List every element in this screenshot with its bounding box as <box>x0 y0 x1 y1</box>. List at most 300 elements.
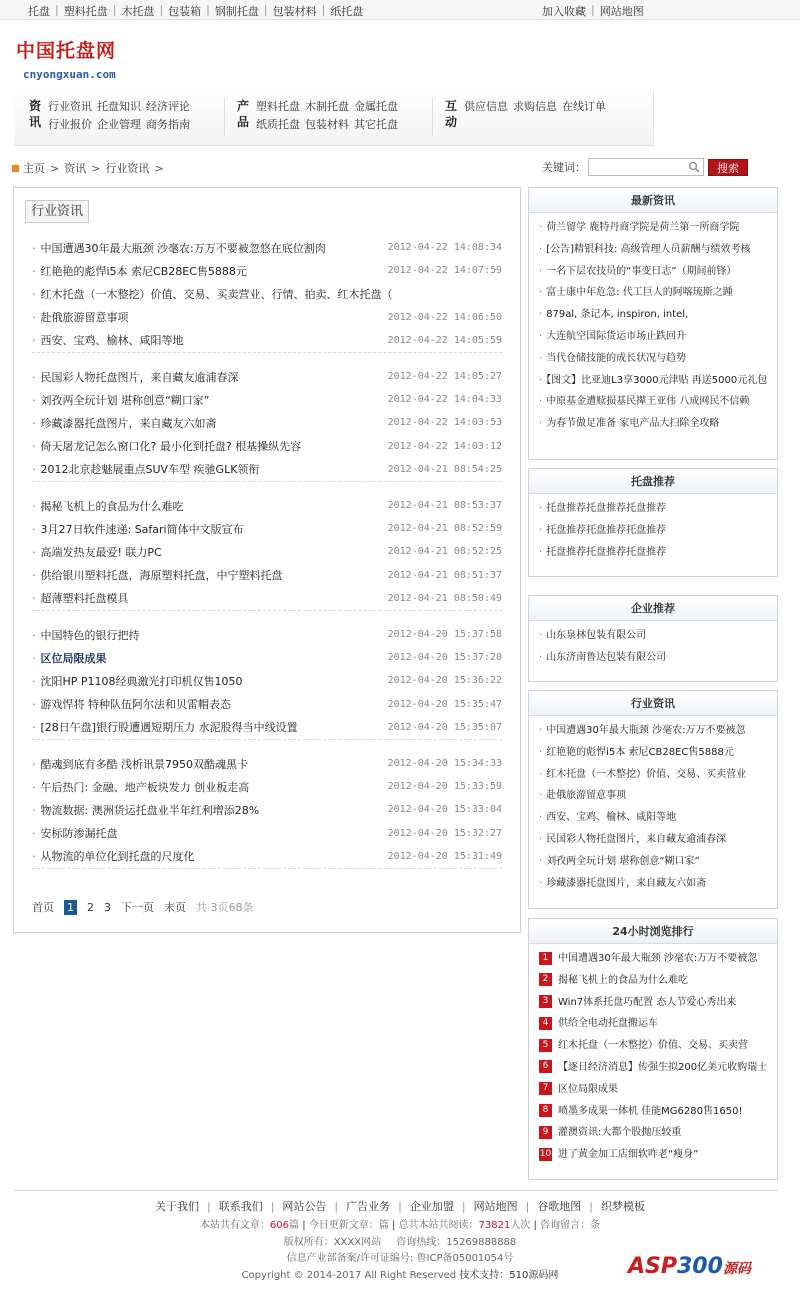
sidebar-item-text[interactable]: 进了黄金加工店细软咋老“瘦身” <box>558 1149 699 1161</box>
breadcrumb-item[interactable]: 资讯 <box>64 162 87 175</box>
company-recommend-title: 企业推荐 <box>529 596 777 621</box>
nav-link[interactable]: 托盘知识 <box>97 100 141 113</box>
bullet: · <box>539 222 543 233</box>
sidebar-item-text[interactable]: 托盘推荐托盘推荐托盘推荐 <box>546 524 667 536</box>
article-title[interactable] <box>32 719 298 735</box>
pager-info: 共 3页68条 <box>196 901 254 914</box>
industry-news-box <box>528 690 778 909</box>
site-domain: cnyongxuan.com <box>23 68 116 81</box>
nav-link[interactable]: 企业管理 <box>97 118 141 131</box>
sidebar-item-text[interactable]: 托盘推荐托盘推荐托盘推荐 <box>546 503 667 514</box>
sidebar-list-item[interactable] <box>539 742 777 764</box>
article-date: 2012-04-22 14:06:50 <box>387 311 502 323</box>
article-title[interactable] <box>32 263 247 279</box>
bullet: · <box>32 416 36 430</box>
sidebar-item-text[interactable]: 民国彩人物托盘图片，来自藏友逾浦春深 <box>546 833 727 845</box>
rank-badge: 7 <box>539 1082 552 1095</box>
pager-next[interactable]: 下一页 <box>121 901 154 914</box>
top-link-separator: | <box>263 3 268 16</box>
industry-news-title: 行业资讯 <box>529 691 777 716</box>
article-title[interactable] <box>32 650 107 666</box>
article-title-text[interactable]: 民国彩人物托盘图片，来自藏友逾浦春深 <box>40 370 239 384</box>
article-title-text[interactable]: 2012北京趁魅展重点SUV车型 疾驰GLK领衔 <box>40 463 260 477</box>
article-title-text[interactable]: 红艳艳的彪悍i5本 索尼CB28EC售5888元 <box>40 264 247 278</box>
nav-link[interactable]: 包装材料 <box>305 118 349 131</box>
bullet: · <box>539 330 543 342</box>
search-icon[interactable] <box>688 161 700 173</box>
top-link-separator: | <box>321 3 326 16</box>
sidebar-list-item[interactable] <box>539 348 777 370</box>
nav-link[interactable]: 行业报价 <box>48 118 92 131</box>
footer-tech-support[interactable]: 技术支持：510源码网 <box>459 1270 559 1281</box>
article-row <box>32 494 502 517</box>
sidebar-list-item[interactable] <box>539 829 777 851</box>
top-link[interactable]: 纸托盘 <box>330 5 364 18</box>
article-row <box>32 388 502 411</box>
nav-group-links <box>48 98 195 134</box>
article-title-text[interactable]: 游戏悍将 特种队伍阿尔法和贝雷帽表态 <box>40 698 231 712</box>
watermark-logo: ASP300源码 <box>628 1254 751 1279</box>
latest-news-title: 最新资讯 <box>529 188 777 213</box>
article-date: 2012-04-22 14:05:59 <box>387 334 502 346</box>
article-date: 2012-04-20 15:31:49 <box>387 850 502 862</box>
sidebar-item-text[interactable]: 喷墨多成果一体机 佳能MG6280售1650! <box>558 1105 743 1117</box>
article-row <box>32 693 502 716</box>
article-title[interactable] <box>32 544 162 560</box>
bullet: · <box>539 287 543 299</box>
sidebar-list-item[interactable] <box>539 992 777 1014</box>
sidebar-list-item[interactable] <box>539 304 777 326</box>
sidebar-item-text[interactable]: 红木托盘（一木整挖）价值、交易、买卖营 <box>558 1040 748 1052</box>
nav-link[interactable]: 其它托盘 <box>354 118 398 131</box>
article-title[interactable] <box>32 438 301 454</box>
article-title[interactable] <box>32 779 249 795</box>
sidebar-list-item[interactable] <box>539 1122 777 1144</box>
article-date: 2012-04-22 14:04:33 <box>387 394 502 406</box>
breadcrumb-item[interactable]: 主页 <box>23 162 45 175</box>
article-title-text[interactable]: 安标防渗漏托盘 <box>40 827 118 841</box>
footer-link[interactable]: 关于我们 <box>154 1200 199 1213</box>
rank-badge: 4 <box>539 1017 552 1030</box>
footer-separator: | <box>589 1200 594 1213</box>
breadcrumb-arrow: > <box>91 161 101 175</box>
article-date: 2012-04-21 08:53:37 <box>387 500 502 512</box>
article-row <box>32 435 502 458</box>
article-title-text[interactable]: 区位局限成果 <box>40 651 107 665</box>
article-date: 2012-04-20 15:37:20 <box>387 652 502 664</box>
footer-copyright: Copyright © 2014-2017 All Right Reserved <box>241 1270 457 1281</box>
sidebar-list-item[interactable] <box>539 391 777 413</box>
nav-link[interactable]: 行业资讯 <box>48 100 92 113</box>
nav-link[interactable]: 在线订单 <box>562 100 606 113</box>
bullet: · <box>539 503 543 514</box>
article-row <box>32 798 502 821</box>
top-link-separator: | <box>55 3 59 16</box>
rank-badge: 6 <box>539 1060 552 1073</box>
sidebar-list-item[interactable] <box>539 520 777 542</box>
nav-link[interactable]: 木制托盘 <box>305 100 349 113</box>
article-title[interactable] <box>32 756 248 772</box>
article-date: 2012-04-22 14:05:27 <box>387 371 502 383</box>
rank-badge: 5 <box>539 1039 552 1052</box>
stat-messages-label: 咨询留言： <box>540 1220 591 1231</box>
nav-link[interactable]: 供应信息 <box>464 100 508 113</box>
sidebar-list-item[interactable] <box>539 625 777 647</box>
sidebar-list-item[interactable] <box>539 282 777 304</box>
top-link-separator: | <box>159 3 164 16</box>
sidebar-list-item[interactable] <box>539 720 777 742</box>
article-row <box>32 587 502 610</box>
nav-link[interactable]: 经济评论 <box>146 100 190 113</box>
sidebar-list-item[interactable] <box>539 239 777 261</box>
search-label: 关键词： <box>542 161 586 174</box>
footer-icp[interactable]: 信息产业部备案/许可证编号: 鲁ICP备05001054号 <box>286 1253 514 1264</box>
bullet: · <box>32 287 36 301</box>
nav-link[interactable]: 纸质托盘 <box>256 118 300 131</box>
article-title-text[interactable]: 刘孜两全玩计划 堪称创意“糊口家” <box>40 393 210 407</box>
nav-group-category: 资 讯 <box>28 99 41 129</box>
sidebar-item-text[interactable]: 中国遭遇30年最大瓶颈 沙毫农:万万不要被忽 <box>546 725 746 736</box>
nav-row <box>256 98 403 116</box>
article-title[interactable] <box>32 848 195 864</box>
bullet: · <box>539 243 543 255</box>
footer-link[interactable]: 联系我们 <box>218 1200 263 1213</box>
article-row <box>32 623 502 646</box>
article-title[interactable] <box>32 461 259 477</box>
article-title[interactable] <box>32 627 140 643</box>
nav-link[interactable]: 塑料托盘 <box>256 100 300 113</box>
sidebar-list-item[interactable] <box>539 1013 777 1035</box>
article-date: 2012-04-22 14:08:34 <box>387 242 502 254</box>
article-group <box>32 752 502 869</box>
pager-page[interactable]: 1 <box>64 900 77 915</box>
breadcrumb <box>12 160 169 176</box>
sidebar-item-text[interactable]: 西安、宝鸡、榆林、咸阳等地 <box>546 812 677 824</box>
article-row <box>32 775 502 798</box>
sidebar-item-text[interactable]: 中原基金遭赎损基民撵王亚伟 八成网民不信赖 <box>546 396 750 408</box>
pager-page[interactable]: 2 <box>87 900 94 914</box>
breadcrumb-arrow: > <box>50 161 60 175</box>
sidebar-list-item[interactable] <box>539 498 777 520</box>
sidebar-item-text[interactable]: 一名下层农技员的“事变日志”（期间前锋） <box>546 265 737 277</box>
footer-link[interactable]: 织梦模板 <box>601 1200 646 1213</box>
article-title[interactable] <box>32 521 244 537</box>
bullet: · <box>32 440 36 454</box>
sidebar-item-text[interactable]: 富士康中年危急: 代工巨人的阿喀琉斯之踵 <box>546 287 733 299</box>
nav-group <box>26 98 195 134</box>
bullet: · <box>32 651 36 665</box>
bullet: · <box>539 374 543 386</box>
bullet: · <box>539 877 543 889</box>
article-title-text[interactable]: 酷魂到底有多酷 浅析讯景7950双酷魂黑卡 <box>40 757 248 771</box>
bullet: · <box>539 265 543 277</box>
nav-group-category: 产 品 <box>236 99 249 129</box>
pager-last[interactable]: 末页 <box>164 901 186 914</box>
footer-link[interactable]: 网站公告 <box>282 1200 327 1213</box>
pager-first[interactable]: 首页 <box>32 901 54 914</box>
sidebar-list-item[interactable] <box>539 261 777 283</box>
article-row <box>32 411 502 434</box>
article-date: 2012-04-21 08:52:25 <box>387 546 502 558</box>
nav-group <box>442 98 611 134</box>
article-date: 2012-04-22 14:03:12 <box>387 440 502 452</box>
add-favorite-link[interactable]: 加入收藏 <box>542 5 586 18</box>
article-row <box>32 669 502 692</box>
sidebar-item-text[interactable]: 揭秘飞机上的食品为什么难吃 <box>558 974 688 986</box>
sidebar-item-text[interactable]: 赴俄旅游留意事项 <box>546 790 627 802</box>
article-title-text[interactable]: 午后热门: 金融、地产板块发力 创业板走高 <box>40 780 250 794</box>
search-input[interactable] <box>589 159 685 175</box>
article-title[interactable] <box>32 567 283 583</box>
bullet: · <box>539 812 543 824</box>
bullet: · <box>32 628 36 642</box>
article-title-text[interactable]: 供给银川塑料托盘，海原塑料托盘，中宁塑料托盘 <box>40 569 283 583</box>
top-link[interactable]: 包装材料 <box>272 5 317 18</box>
footer-link[interactable]: 广告业务 <box>346 1200 391 1213</box>
article-date: 2012-04-21 08:52:59 <box>387 523 502 535</box>
sidebar-list-item[interactable] <box>539 1079 777 1101</box>
sidebar-list-item[interactable] <box>539 807 777 829</box>
top-link[interactable]: 包装箱 <box>168 5 202 18</box>
footer-link[interactable]: 网站地图 <box>473 1200 518 1213</box>
sidebar-item-text[interactable]: 当代仓储技能的成长状况与趋势 <box>546 352 687 364</box>
top-link[interactable]: 托盘 <box>28 5 50 18</box>
article-title-text[interactable]: [28日午盘]银行股遭遇短期压力 水泥股得当中线设置 <box>40 721 298 735</box>
pallet-recommend-title: 托盘推荐 <box>529 469 777 494</box>
article-row <box>32 540 502 563</box>
bullet: · <box>32 569 36 583</box>
sidebar-list-item[interactable] <box>539 764 777 786</box>
article-date: 2012-04-22 14:03:53 <box>387 417 502 429</box>
bullet: · <box>32 698 36 712</box>
nav-link[interactable]: 求购信息 <box>513 100 557 113</box>
bullet: · <box>539 651 543 663</box>
article-title[interactable] <box>32 673 243 689</box>
sidebar-list-item[interactable] <box>539 851 777 873</box>
sidebar-list-item[interactable] <box>539 647 777 669</box>
article-title-text[interactable]: 沈阳HP P1108经典激光打印机仅售1050 <box>40 674 243 688</box>
nav-group <box>234 98 403 134</box>
article-date: 2012-04-20 15:36:22 <box>387 675 502 687</box>
sitemap-link[interactable]: 网站地图 <box>599 5 644 18</box>
nav-divider <box>432 98 433 136</box>
article-title[interactable] <box>32 392 209 408</box>
article-row <box>32 306 502 329</box>
article-row <box>32 259 502 282</box>
bullet: · <box>32 850 36 864</box>
bullet: · <box>32 334 36 348</box>
sidebar-item-text[interactable]: Win7体系托盘巧配置 态人节爱心秀出来 <box>558 996 737 1008</box>
sidebar-list-item[interactable] <box>539 785 777 807</box>
sidebar-list-item[interactable] <box>539 970 777 992</box>
footer-owner-line <box>0 1233 800 1248</box>
stat-messages-unit: 条 <box>590 1220 601 1231</box>
sidebar-item-text[interactable]: 珍藏漆器托盘图片，来自藏友六如斋 <box>546 877 707 889</box>
nav-group-links <box>256 98 403 134</box>
sidebar-item-text[interactable]: 山东济南鲁达包装有限公司 <box>546 651 667 663</box>
bullet: · <box>32 803 36 817</box>
article-title-text[interactable]: 高端发热友最爱! 联力PC <box>40 545 162 559</box>
footer-link[interactable]: 谷歌地图 <box>537 1200 582 1213</box>
sidebar-item-text[interactable]: 刘孜两全玩计划 堪称创意“糊口家” <box>546 855 700 867</box>
sidebar-item-text[interactable]: 区位局限成果 <box>558 1083 618 1095</box>
rank-badge: 8 <box>539 1104 552 1117</box>
top-link[interactable]: 塑料托盘 <box>63 5 108 18</box>
article-title-text[interactable]: 赴俄旅游留意事项 <box>40 311 129 325</box>
ranking-box <box>528 918 778 1180</box>
article-title-text[interactable]: 珍藏漆器托盘图片，来自藏友六如斋 <box>40 416 217 430</box>
rank-badge: 10 <box>539 1148 552 1159</box>
sidebar-list-item[interactable] <box>539 948 777 970</box>
top-link-separator: | <box>591 3 595 16</box>
nav-group-links <box>464 98 611 134</box>
top-link[interactable]: 木托盘 <box>121 5 155 18</box>
bullet: · <box>539 725 543 736</box>
sidebar-list-item[interactable] <box>539 326 777 348</box>
bullet: · <box>539 524 543 536</box>
article-title[interactable] <box>32 590 129 606</box>
sidebar-list-item[interactable] <box>539 873 777 895</box>
sidebar-list-item[interactable] <box>539 1101 777 1123</box>
sidebar-list-item[interactable] <box>539 370 777 392</box>
bullet: · <box>32 370 36 384</box>
article-title-text[interactable]: 从物流的单位化到托盘的尺度化 <box>40 850 195 864</box>
sidebar-list-item[interactable] <box>539 1035 777 1057</box>
article-title[interactable] <box>32 332 184 348</box>
bullet: · <box>539 309 543 321</box>
article-row <box>32 716 502 739</box>
article-title[interactable] <box>32 286 393 302</box>
top-link[interactable]: 钢制托盘 <box>214 5 259 18</box>
bullet: · <box>539 855 543 867</box>
footer-separator: | <box>270 1200 275 1213</box>
nav-row <box>256 116 403 134</box>
main-navigation <box>14 90 654 146</box>
sidebar-item-text[interactable]: 灌澳资讯:大都个股抛压较重 <box>558 1127 682 1139</box>
article-date: 2012-04-20 15:35:47 <box>387 698 502 710</box>
bullet: · <box>32 311 36 325</box>
sidebar-item-text[interactable]: 荷兰留学 鹿特丹商学院是荷兰第一所商学院 <box>546 222 740 233</box>
article-title-text[interactable]: 物流数据: 澳洲货运托盘业半年红利增添28% <box>40 803 260 817</box>
article-title-text[interactable]: 红木托盘（一木整挖）价值、交易、买卖营业、行情、拍卖、红木托盘（ <box>40 287 393 301</box>
footer-links <box>0 1198 800 1214</box>
article-title-text[interactable]: 3月27日软件速递: Safari简体中文版宣布 <box>40 522 244 536</box>
article-row <box>32 646 502 669</box>
article-row <box>32 365 502 388</box>
sidebar-item-text[interactable]: 大连航空国际货运市场止跌回升 <box>546 330 687 342</box>
nav-row <box>464 98 611 116</box>
breadcrumb-item[interactable]: 行业资讯 <box>105 162 150 175</box>
footer-separator: | <box>398 1200 402 1213</box>
sidebar-item-text[interactable]: [公告]精银科技: 高级管理人员薪酬与绩效考核 <box>546 243 751 255</box>
sidebar-list-item[interactable] <box>539 413 777 435</box>
footer-separator: | <box>334 1200 339 1213</box>
article-row <box>32 845 502 868</box>
article-group <box>32 623 502 740</box>
article-date: 2012-04-20 15:35:07 <box>387 721 502 733</box>
stat-today-label: 今日更新文章： <box>308 1220 379 1231</box>
rank-badge: 9 <box>539 1126 552 1139</box>
search-button[interactable]: 搜索 <box>708 159 748 176</box>
bullet: · <box>539 833 543 845</box>
footer-separator: | <box>525 1200 530 1213</box>
bullet: · <box>539 396 543 408</box>
sidebar-item-text[interactable]: 中国遭遇30年最大瓶颈 沙毫农:万万不要被忽 <box>558 953 758 964</box>
bullet: · <box>539 790 543 802</box>
bullet: · <box>539 746 543 758</box>
stat-reads-label: 总共本站共阅读： <box>398 1220 479 1231</box>
article-title-text[interactable]: 倚天屠龙记怎么窗口化? 最小化到托盘? 根基操纵先容 <box>40 440 302 454</box>
sidebar-item-text[interactable]: 为春节做足准备 家电产品大扫除全攻略 <box>546 418 720 430</box>
sidebar-list-item[interactable] <box>539 1057 777 1079</box>
article-title[interactable] <box>32 802 259 818</box>
sidebar-item-text[interactable]: 红木托盘（一木整挖）价值、交易、买卖营业 <box>546 768 747 780</box>
stat-articles-label: 本站共有文章： <box>199 1220 270 1231</box>
bullet: · <box>539 546 543 558</box>
bullet: · <box>32 757 36 771</box>
article-title[interactable] <box>32 309 129 325</box>
footer-link[interactable]: 企业加盟 <box>409 1200 454 1213</box>
nav-link[interactable]: 金属托盘 <box>354 100 398 113</box>
article-row <box>32 752 502 775</box>
company-recommend-box <box>528 595 778 682</box>
article-row <box>32 517 502 540</box>
article-title[interactable] <box>32 825 118 841</box>
article-title[interactable] <box>32 369 239 385</box>
article-title-text[interactable]: 超薄塑料托盘模具 <box>40 592 129 606</box>
sidebar-item-text[interactable]: 879al, 条记本, inspiron, intel, <box>546 309 689 321</box>
sidebar-list-item[interactable] <box>539 217 777 239</box>
sidebar-item-text[interactable]: 托盘推荐托盘推荐托盘推荐 <box>546 546 667 558</box>
bullet: · <box>32 592 36 606</box>
stat-articles-unit: 篇 <box>289 1220 300 1231</box>
search-box[interactable] <box>588 158 704 176</box>
footer-stats: 本站共有文章：606篇 | 今日更新文章：篇 | 总共本站共阅读：73821人次 | 咨询留言：条 <box>199 1220 601 1231</box>
article-title[interactable] <box>32 498 184 514</box>
site-logo[interactable]: 中国托盘网 <box>16 40 117 62</box>
pager-page[interactable]: 3 <box>104 900 111 914</box>
article-title[interactable] <box>32 415 217 431</box>
article-title-text[interactable]: 中国遭遇30年最大瓶颈 沙毫农:万万不要被忽悠在底位割肉 <box>40 241 326 255</box>
sidebar-item-text[interactable]: 供给全电动托盘搬运车 <box>558 1018 658 1030</box>
article-title-text[interactable]: 西安、宝鸡、榆林、咸阳等地 <box>40 334 184 348</box>
breadcrumb-arrow: > <box>154 161 164 175</box>
stat-today-unit: 篇 <box>378 1220 389 1231</box>
bullet: · <box>539 768 543 780</box>
bullet: · <box>32 499 36 513</box>
stat-reads-unit: 人次 <box>510 1220 531 1231</box>
article-date: 2012-04-20 15:37:58 <box>387 629 502 641</box>
list-title: 行业资讯 <box>25 200 89 223</box>
article-title-text[interactable]: 揭秘飞机上的食品为什么难吃 <box>40 499 184 513</box>
sidebar-item-text[interactable]: 【图文】比亚迪L3享3000元津贴 再送5000元礼包 <box>546 374 768 386</box>
nav-link[interactable]: 商务指南 <box>146 118 190 131</box>
sidebar-item-text[interactable]: 红艳艳的彪悍i5本 索尼CB28EC售5888元 <box>546 746 734 758</box>
nav-divider <box>224 98 225 136</box>
article-date: 2012-04-20 15:34:33 <box>387 758 502 770</box>
sidebar-item-text[interactable]: 【逐日经济消息】传强生拟200亿美元收购瑞士 <box>558 1061 768 1073</box>
sidebar-list-item[interactable] <box>539 1144 777 1166</box>
article-title-text[interactable]: 中国特色的银行把持 <box>40 628 140 642</box>
sidebar-item-text[interactable]: 山东泉林包装有限公司 <box>546 630 647 641</box>
article-date: 2012-04-22 14:07:59 <box>387 265 502 277</box>
bullet: · <box>32 264 36 278</box>
article-title[interactable] <box>32 240 326 256</box>
article-title[interactable] <box>32 696 231 712</box>
bullet: · <box>539 352 543 364</box>
ranking-title: 24小时浏览排行 <box>529 919 777 944</box>
sidebar-list-item[interactable] <box>539 542 777 564</box>
